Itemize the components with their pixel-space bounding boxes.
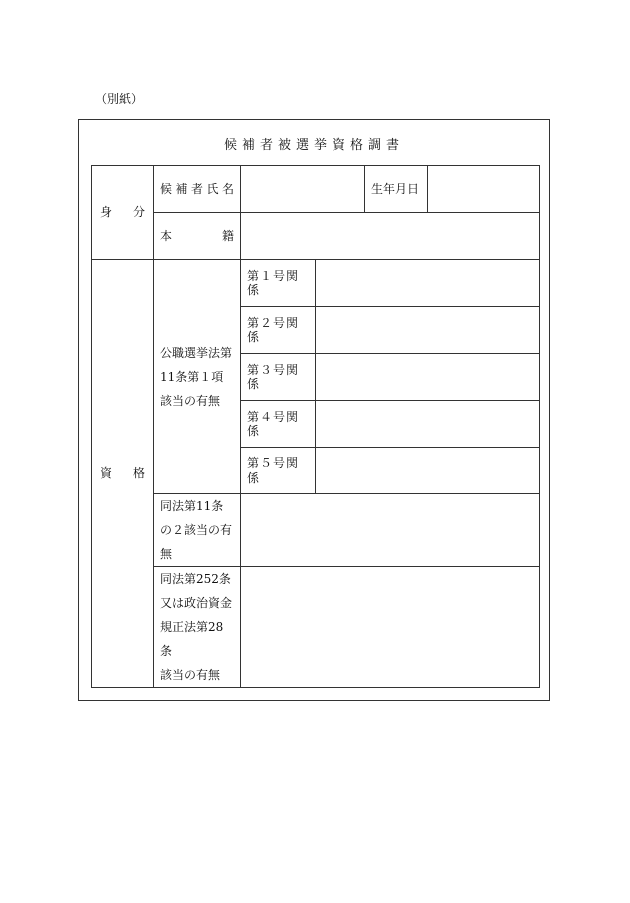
article11-2-field[interactable] (241, 494, 540, 567)
birthdate-field[interactable] (428, 166, 540, 213)
identity-category-cell (92, 166, 154, 260)
article11-2-label: 同法第11条 の２該当の有 無 (160, 499, 233, 561)
article11-item-field[interactable] (316, 354, 540, 401)
article11-2-row (92, 494, 540, 567)
qualification-form-table (91, 165, 540, 688)
article252-row (92, 567, 540, 688)
domicile-label: 本 籍 (160, 228, 234, 243)
article11-item-row (92, 260, 540, 307)
article252-label: 同法第252条 又は政治資金 規正法第28条 該当の有無 (160, 572, 233, 682)
article11-item-field[interactable] (316, 307, 540, 354)
domicile-label-cell (154, 213, 241, 260)
article11-item-field[interactable] (316, 448, 540, 494)
domicile-row (92, 213, 540, 260)
name-row (92, 166, 540, 213)
article11-2-label-cell (154, 494, 241, 567)
candidate-name-field[interactable] (241, 166, 365, 213)
article11-item-field[interactable] (316, 401, 540, 448)
candidate-name-label-cell (154, 166, 241, 213)
article11-label: 公職選挙法第 11条第１項 該当の有無 (160, 345, 233, 408)
candidate-name-label: 候 補 者 氏 名 (160, 181, 234, 196)
qualification-category-label: 資 格 (100, 466, 145, 481)
birthdate-label: 生年月日 (371, 181, 420, 196)
article11-item-label: 第１号関係 (247, 268, 300, 297)
article252-label-cell (154, 567, 241, 688)
domicile-field[interactable] (241, 213, 540, 260)
article11-item-label: 第２号関係 (247, 315, 300, 344)
article11-item-label: 第３号関係 (247, 362, 300, 391)
article11-label-cell (154, 260, 241, 494)
article11-item-label-cell (241, 448, 316, 494)
article11-item-label-cell (241, 260, 316, 307)
birthdate-label-cell (365, 166, 428, 213)
article252-field[interactable] (241, 567, 540, 688)
article11-item-label-cell (241, 401, 316, 448)
qualification-category-cell (92, 260, 154, 688)
article11-item-label: 第４号関係 (247, 409, 300, 438)
attachment-label: （別紙） (95, 92, 144, 106)
article11-item-label-cell (241, 307, 316, 354)
identity-category-label: 身 分 (100, 205, 145, 220)
document-title: 候補者被選挙資格調書 (223, 138, 404, 153)
article11-item-label: 第５号関係 (247, 456, 300, 485)
article11-item-label-cell (241, 354, 316, 401)
article11-item-field[interactable] (316, 260, 540, 307)
